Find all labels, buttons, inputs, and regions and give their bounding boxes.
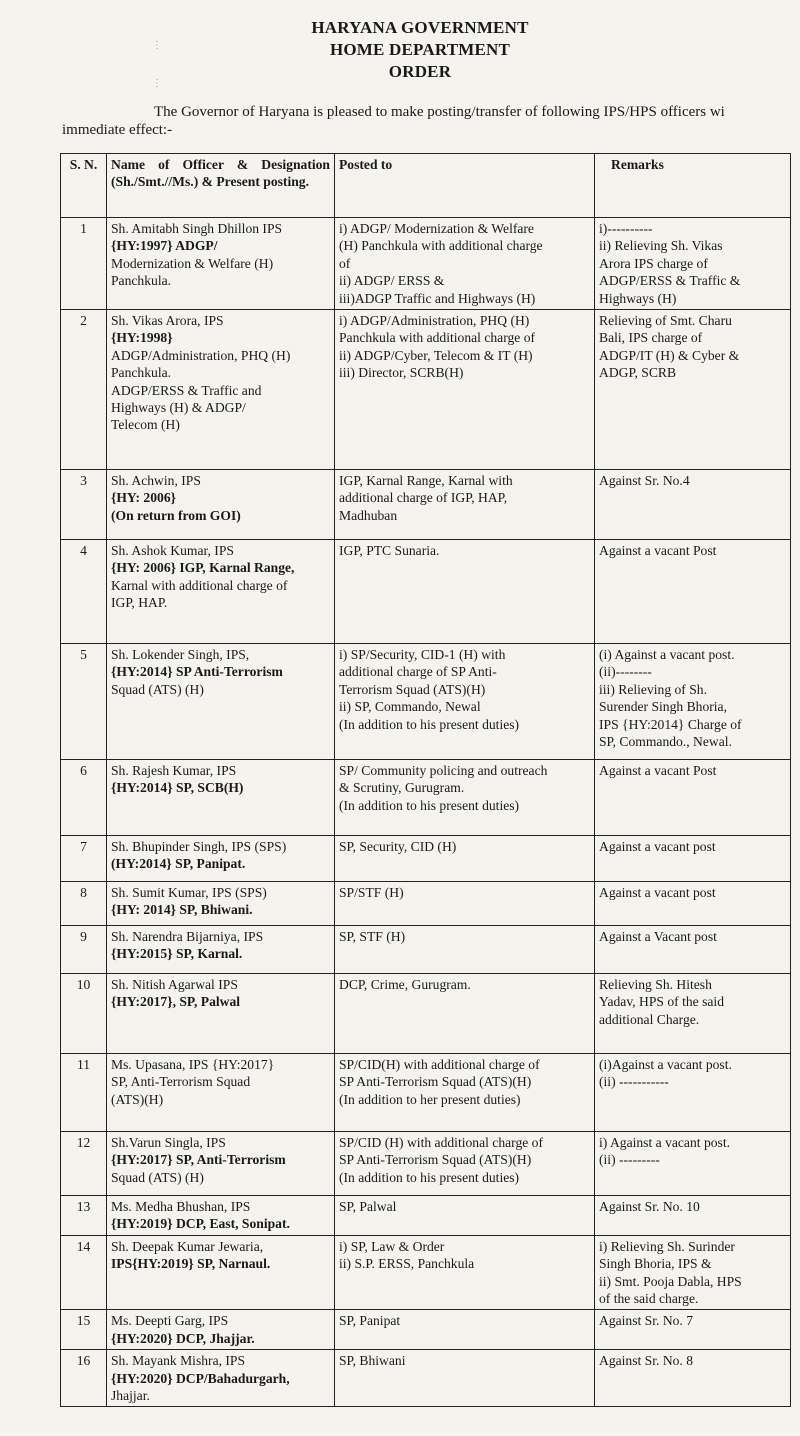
officer-cell-line: Sh. Vikas Arora, IPS bbox=[111, 313, 224, 328]
serial-number-cell: 3 bbox=[61, 470, 107, 540]
table-row bbox=[61, 926, 791, 974]
remarks-cell bbox=[595, 1310, 791, 1350]
table-row bbox=[61, 760, 791, 836]
officer-cell bbox=[107, 1132, 335, 1196]
officer-cell-line: SP, Anti-Terrorism Squad bbox=[111, 1074, 251, 1090]
remarks-cell-line: (ii) ----------- bbox=[599, 1074, 669, 1090]
remarks-cell-line: Against a vacant Post bbox=[599, 543, 717, 558]
remarks-cell-line: ADGP, SCRB bbox=[599, 365, 677, 381]
officer-cell bbox=[107, 882, 335, 926]
remarks-cell-line: Highways (H) bbox=[599, 290, 677, 306]
officer-cell-line: Modernization & Welfare (H) bbox=[111, 255, 274, 271]
officer-cell bbox=[107, 540, 335, 644]
posted-to-cell bbox=[335, 926, 595, 974]
remarks-cell-line: IPS {HY:2014} Charge of bbox=[599, 716, 742, 732]
remarks-cell bbox=[595, 218, 791, 310]
remarks-cell-line: Against a vacant Post bbox=[599, 763, 717, 778]
posted-to-cell-line: SP, Bhiwani bbox=[339, 1353, 406, 1369]
remarks-cell bbox=[595, 644, 791, 760]
posted-to-cell-line: (H) Panchkula with additional charge bbox=[339, 238, 543, 254]
remarks-cell-line: Against a vacant post bbox=[599, 839, 716, 854]
remarks-cell-line: Surender Singh Bhoria, bbox=[599, 699, 727, 715]
posted-to-cell bbox=[335, 1310, 595, 1350]
remarks-cell bbox=[595, 1350, 791, 1407]
posted-to-cell-line: ii) SP, Commando, Newal bbox=[339, 699, 481, 715]
serial-number-cell: 2 bbox=[61, 310, 107, 470]
officer-cell-line: (HY:2014} SP, Panipat. bbox=[111, 856, 246, 872]
officer-cell-line: Sh. Achwin, IPS bbox=[111, 473, 201, 488]
posted-to-cell-line: SP, Security, CID (H) bbox=[339, 839, 457, 854]
officer-cell-line: {HY:2020} DCP/Bahadurgarh, bbox=[111, 1370, 290, 1386]
officer-cell bbox=[107, 926, 335, 974]
officer-cell bbox=[107, 644, 335, 760]
remarks-cell-line: Against Sr. No.4 bbox=[599, 473, 690, 488]
remarks-cell bbox=[595, 540, 791, 644]
serial-number-cell: 16 bbox=[61, 1350, 107, 1407]
table-row bbox=[61, 1235, 791, 1310]
header-posted-to: Posted to bbox=[335, 154, 595, 218]
remarks-cell-line: Against Sr. No. 7 bbox=[599, 1313, 694, 1329]
posted-to-cell-line: iii)ADGP Traffic and Highways (H) bbox=[339, 290, 536, 306]
remarks-cell-line: i) Against a vacant post. bbox=[599, 1135, 730, 1150]
table-row bbox=[61, 310, 791, 470]
officer-cell-line: {HY:2017}, SP, Palwal bbox=[111, 994, 241, 1010]
posted-to-cell-line: (In addition to his present duties) bbox=[339, 797, 520, 813]
posted-to-cell bbox=[335, 974, 595, 1054]
scan-mark: ⋮ bbox=[152, 78, 162, 89]
officer-cell-line: ADGP/ERSS & Traffic and bbox=[111, 382, 262, 398]
posted-to-cell-line: i) SP/Security, CID-1 (H) with bbox=[339, 647, 506, 662]
officer-cell-line: ADGP/Administration, PHQ (H) bbox=[111, 347, 291, 363]
header-remarks: Remarks bbox=[595, 154, 791, 218]
remarks-cell-line: Relieving of Smt. Charu bbox=[599, 313, 732, 328]
remarks-cell-line: iii) Relieving of Sh. bbox=[599, 681, 707, 697]
posted-to-cell bbox=[335, 760, 595, 836]
officer-cell-line: {HY:2019} DCP, East, Sonipat. bbox=[111, 1216, 290, 1232]
officer-cell-line: {HY: 2006} IGP, Karnal Range, bbox=[111, 560, 295, 576]
posted-to-cell-line: SP Anti-Terrorism Squad (ATS)(H) bbox=[339, 1074, 532, 1090]
remarks-cell-line: i)---------- bbox=[599, 221, 653, 236]
officer-cell-line: Sh. Bhupinder Singh, IPS (SPS) bbox=[111, 839, 287, 854]
posted-to-cell-line: ii) ADGP/Cyber, Telecom & IT (H) bbox=[339, 347, 533, 363]
remarks-cell-line: Against Sr. No. 10 bbox=[599, 1199, 700, 1214]
remarks-cell-line: Singh Bhoria, IPS & bbox=[599, 1256, 712, 1272]
posted-to-cell bbox=[335, 1235, 595, 1310]
posted-to-cell-line: i) ADGP/ Modernization & Welfare bbox=[339, 221, 534, 236]
remarks-cell bbox=[595, 1054, 791, 1132]
posted-to-cell-line: additional charge of SP Anti- bbox=[339, 664, 497, 680]
serial-number-cell: 1 bbox=[61, 218, 107, 310]
scan-mark: ⋮ bbox=[152, 40, 162, 51]
officer-cell-line: {HY:1998} bbox=[111, 330, 173, 346]
officer-cell bbox=[107, 1196, 335, 1236]
posted-to-cell-line: additional charge of IGP, HAP, bbox=[339, 490, 508, 506]
officer-cell-line: Sh. Ashok Kumar, IPS bbox=[111, 543, 234, 558]
officer-cell-line: Telecom (H) bbox=[111, 417, 180, 433]
header-officer-name: Name of Officer & Designation (Sh./Smt.//Ms.) & Present posting. bbox=[107, 154, 335, 218]
table-row bbox=[61, 882, 791, 926]
remarks-cell-line: Against a vacant post bbox=[599, 885, 716, 900]
officer-cell-line: Panchkula. bbox=[111, 365, 172, 381]
officer-cell-line: (On return from GOI) bbox=[111, 507, 241, 523]
remarks-cell bbox=[595, 1235, 791, 1310]
officer-cell bbox=[107, 836, 335, 882]
posted-to-cell-line: i) ADGP/Administration, PHQ (H) bbox=[339, 313, 530, 328]
table-row bbox=[61, 974, 791, 1054]
serial-number-cell: 13 bbox=[61, 1196, 107, 1236]
posted-to-cell-line: SP Anti-Terrorism Squad (ATS)(H) bbox=[339, 1152, 532, 1168]
posted-to-cell-line: of bbox=[339, 255, 351, 271]
posted-to-cell-line: SP/CID (H) with additional charge of bbox=[339, 1135, 543, 1150]
remarks-cell bbox=[595, 974, 791, 1054]
posted-to-cell bbox=[335, 1196, 595, 1236]
posted-to-cell-line: (In addition to his present duties) bbox=[339, 716, 520, 732]
serial-number-cell: 11 bbox=[61, 1054, 107, 1132]
officer-cell-line: {HY:1997} ADGP/ bbox=[111, 238, 218, 254]
posted-to-cell-line: IGP, PTC Sunaria. bbox=[339, 543, 440, 558]
officer-cell-line: Ms. Medha Bhushan, IPS bbox=[111, 1199, 251, 1214]
remarks-cell bbox=[595, 760, 791, 836]
remarks-cell-line: of the said charge. bbox=[599, 1290, 699, 1306]
remarks-cell-line: (i)Against a vacant post. bbox=[599, 1057, 732, 1072]
remarks-cell bbox=[595, 310, 791, 470]
posted-to-cell-line: SP/ Community policing and outreach bbox=[339, 763, 548, 778]
table-row bbox=[61, 1350, 791, 1407]
serial-number-cell: 12 bbox=[61, 1132, 107, 1196]
officer-cell-line: Jhajjar. bbox=[111, 1387, 150, 1403]
table-row bbox=[61, 218, 791, 310]
officer-cell-line: Sh. Narendra Bijarniya, IPS bbox=[111, 929, 264, 944]
officer-cell-line: Sh. Deepak Kumar Jewaria, bbox=[111, 1238, 264, 1254]
remarks-cell-line: i) Relieving Sh. Surinder bbox=[599, 1238, 735, 1254]
posted-to-cell-line: & Scrutiny, Gurugram. bbox=[339, 780, 465, 796]
table-row bbox=[61, 1310, 791, 1350]
posted-to-cell-line: ii) S.P. ERSS, Panchkula bbox=[339, 1256, 475, 1272]
officer-cell-line: (ATS)(H) bbox=[111, 1091, 164, 1107]
posted-to-cell-line: ii) ADGP/ ERSS & bbox=[339, 273, 445, 289]
posted-to-cell bbox=[335, 1054, 595, 1132]
officer-cell bbox=[107, 310, 335, 470]
table-row bbox=[61, 540, 791, 644]
government-heading: HARYANA GOVERNMENT bbox=[311, 18, 529, 37]
officer-cell-line: Sh. Lokender Singh, IPS, bbox=[111, 647, 250, 662]
officer-cell-line: Squad (ATS) (H) bbox=[111, 681, 204, 697]
remarks-cell-line: ii) Relieving Sh. Vikas bbox=[599, 238, 723, 254]
officer-cell bbox=[107, 1054, 335, 1132]
officer-cell-line: Sh. Amitabh Singh Dhillon IPS bbox=[111, 221, 283, 236]
serial-number-cell: 5 bbox=[61, 644, 107, 760]
remarks-cell-line: Against a Vacant post bbox=[599, 929, 717, 944]
posted-to-cell-line: (In addition to her present duties) bbox=[339, 1091, 521, 1107]
department-heading: HOME DEPARTMENT bbox=[329, 40, 511, 59]
posted-to-cell-line: Panchkula with additional charge of bbox=[339, 330, 536, 346]
remarks-cell-line: ADGP/IT (H) & Cyber & bbox=[599, 347, 740, 363]
officer-cell-line: {HY:2014} SP Anti-Terrorism bbox=[111, 664, 283, 680]
remarks-cell bbox=[595, 882, 791, 926]
officer-cell-line: Ms. Deepti Garg, IPS bbox=[111, 1313, 229, 1329]
serial-number-cell: 10 bbox=[61, 974, 107, 1054]
table-row bbox=[61, 1196, 791, 1236]
posted-to-cell-line: SP, STF (H) bbox=[339, 929, 406, 944]
remarks-cell-line: Bali, IPS charge of bbox=[599, 330, 703, 346]
remarks-cell-line: ADGP/ERSS & Traffic & bbox=[599, 273, 741, 289]
officer-cell-line: IGP, HAP. bbox=[111, 595, 168, 611]
remarks-cell bbox=[595, 470, 791, 540]
remarks-cell-line: (ii) --------- bbox=[599, 1152, 660, 1168]
remarks-cell bbox=[595, 1196, 791, 1236]
intro-text-line1: The Governor of Haryana is pleased to make posting/transfer of following IPS/HPS officers wi bbox=[154, 104, 725, 120]
posted-to-cell bbox=[335, 218, 595, 310]
posted-to-cell bbox=[335, 836, 595, 882]
posted-to-cell-line: SP, Panipat bbox=[339, 1313, 401, 1329]
officer-cell-line: {HY: 2006} bbox=[111, 490, 176, 506]
table-row bbox=[61, 1054, 791, 1132]
officer-cell-line: Ms. Upasana, IPS {HY:2017} bbox=[111, 1057, 275, 1072]
posted-to-cell bbox=[335, 470, 595, 540]
remarks-cell-line: SP, Commando., Newal. bbox=[599, 733, 732, 749]
serial-number-cell: 7 bbox=[61, 836, 107, 882]
officer-cell bbox=[107, 470, 335, 540]
remarks-cell-line: ii) Smt. Pooja Dabla, HPS bbox=[599, 1273, 742, 1289]
remarks-cell-line: additional Charge. bbox=[599, 1011, 700, 1027]
posted-to-cell-line: Madhuban bbox=[339, 507, 398, 523]
posted-to-cell-line: i) SP, Law & Order bbox=[339, 1238, 445, 1254]
officer-cell bbox=[107, 974, 335, 1054]
posted-to-cell bbox=[335, 310, 595, 470]
posted-to-cell-line: iii) Director, SCRB(H) bbox=[339, 365, 464, 381]
table-row bbox=[61, 836, 791, 882]
remarks-cell-line: Yadav, HPS of the said bbox=[599, 994, 724, 1010]
header-serial-number: S. N. bbox=[61, 154, 107, 218]
officer-cell-line: IPS{HY:2019} SP, Narnaul. bbox=[111, 1256, 271, 1272]
officer-cell bbox=[107, 1235, 335, 1310]
serial-number-cell: 14 bbox=[61, 1235, 107, 1310]
posted-to-cell-line: IGP, Karnal Range, Karnal with bbox=[339, 473, 513, 488]
remarks-cell-line: Against Sr. No. 8 bbox=[599, 1353, 694, 1369]
table-body bbox=[61, 218, 791, 1407]
posted-to-cell-line: SP, Palwal bbox=[339, 1199, 397, 1214]
officer-cell-line: {HY:2015} SP, Karnal. bbox=[111, 946, 243, 962]
officer-cell-line: Sh. Mayank Mishra, IPS bbox=[111, 1353, 246, 1369]
serial-number-cell: 6 bbox=[61, 760, 107, 836]
remarks-cell bbox=[595, 836, 791, 882]
table-row bbox=[61, 1132, 791, 1196]
officer-cell-line: {HY:2017} SP, Anti-Terrorism bbox=[111, 1152, 286, 1168]
officer-cell bbox=[107, 1350, 335, 1407]
officer-cell bbox=[107, 218, 335, 310]
intro-text-line2: immediate effect:- bbox=[62, 122, 173, 138]
officer-cell-line: Highways (H) & ADGP/ bbox=[111, 399, 246, 415]
posted-to-cell-line: SP/STF (H) bbox=[339, 885, 404, 900]
remarks-cell bbox=[595, 1132, 791, 1196]
table-row bbox=[61, 470, 791, 540]
officer-cell-line: Karnal with additional charge of bbox=[111, 577, 288, 593]
posted-to-cell-line: (In addition to his present duties) bbox=[339, 1169, 520, 1185]
officer-cell-line: Sh.Varun Singla, IPS bbox=[111, 1135, 226, 1150]
posted-to-cell bbox=[335, 1132, 595, 1196]
serial-number-cell: 9 bbox=[61, 926, 107, 974]
posted-to-cell bbox=[335, 644, 595, 760]
remarks-cell-line: (ii)-------- bbox=[599, 664, 652, 680]
remarks-cell-line: Relieving Sh. Hitesh bbox=[599, 977, 712, 992]
posted-to-cell-line: SP/CID(H) with additional charge of bbox=[339, 1057, 540, 1072]
officer-cell-line: {HY: 2014} SP, Bhiwani. bbox=[111, 902, 253, 918]
officer-cell-line: Squad (ATS) (H) bbox=[111, 1169, 204, 1185]
posted-to-cell bbox=[335, 540, 595, 644]
officer-cell-line: {HY:2020} DCP, Jhajjar. bbox=[111, 1330, 255, 1346]
posted-to-cell-line: DCP, Crime, Gurugram. bbox=[339, 977, 471, 992]
postings-table bbox=[60, 153, 791, 1407]
officer-cell-line: Sh. Sumit Kumar, IPS (SPS) bbox=[111, 885, 267, 900]
order-heading: ORDER bbox=[388, 62, 452, 81]
remarks-cell-line: (i) Against a vacant post. bbox=[599, 647, 735, 662]
officer-cell bbox=[107, 760, 335, 836]
table-header-row bbox=[61, 154, 791, 218]
posted-to-cell bbox=[335, 1350, 595, 1407]
officer-cell-line: Sh. Nitish Agarwal IPS bbox=[111, 977, 238, 992]
officer-cell-line: Panchkula. bbox=[111, 273, 172, 289]
posted-to-cell-line: Terrorism Squad (ATS)(H) bbox=[339, 681, 486, 697]
serial-number-cell: 8 bbox=[61, 882, 107, 926]
table-row bbox=[61, 644, 791, 760]
remarks-cell bbox=[595, 926, 791, 974]
officer-cell-line: {HY:2014} SP, SCB(H) bbox=[111, 780, 244, 796]
remarks-cell-line: Arora IPS charge of bbox=[599, 255, 708, 271]
serial-number-cell: 4 bbox=[61, 540, 107, 644]
officer-cell-line: Sh. Rajesh Kumar, IPS bbox=[111, 763, 237, 778]
officer-cell bbox=[107, 1310, 335, 1350]
posted-to-cell bbox=[335, 882, 595, 926]
serial-number-cell: 15 bbox=[61, 1310, 107, 1350]
